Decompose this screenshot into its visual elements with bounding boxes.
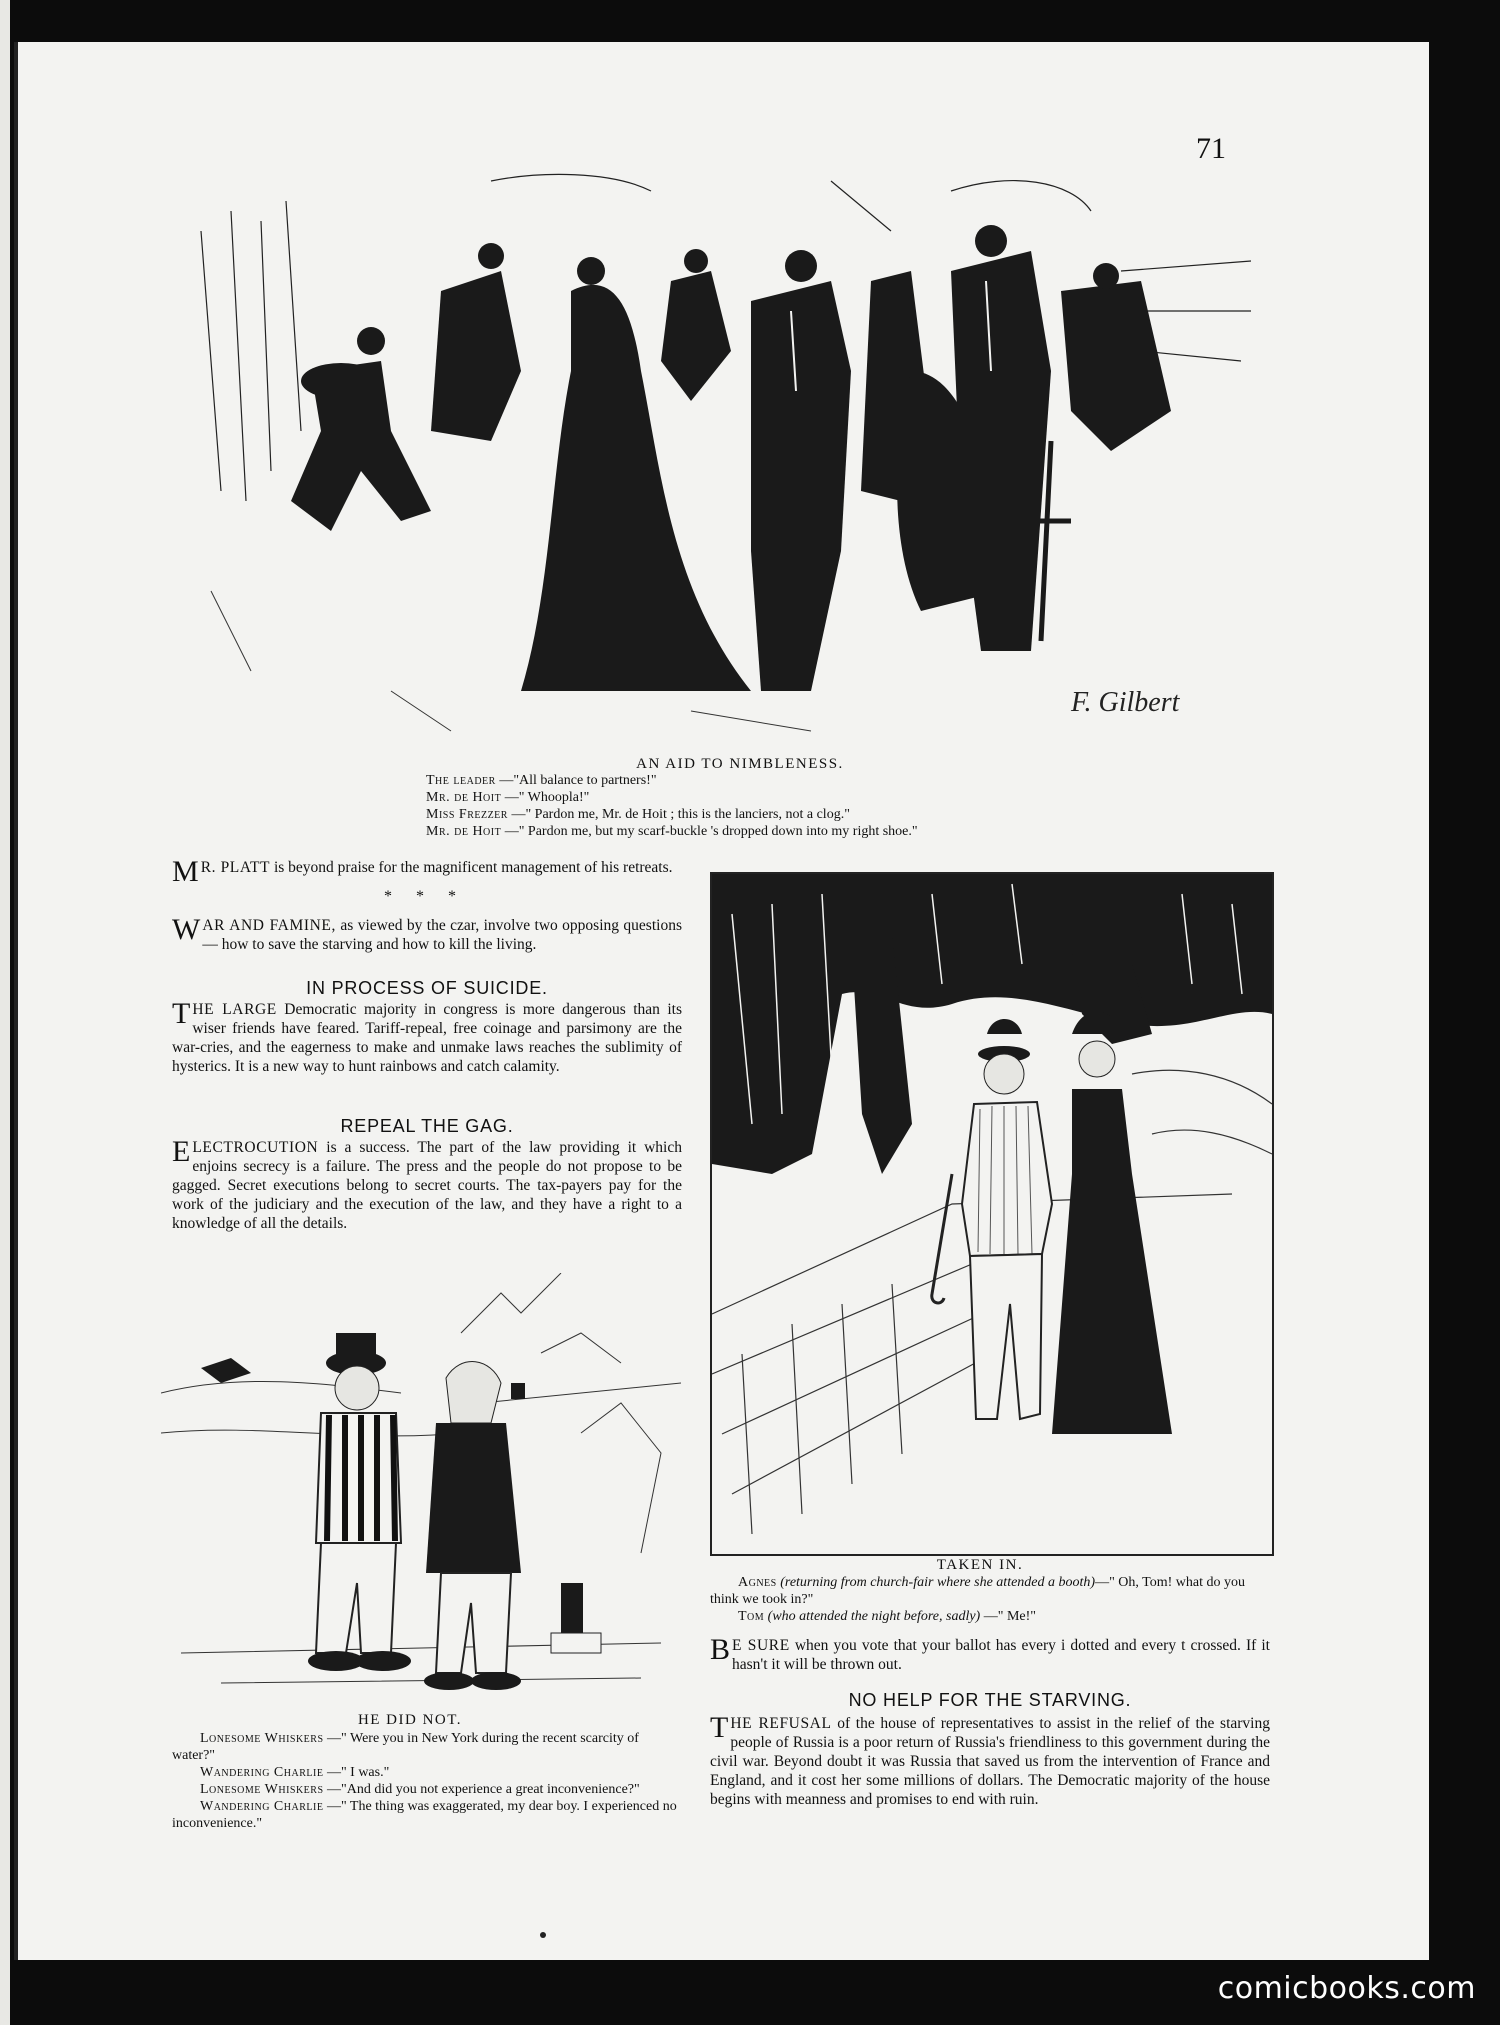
dialogue-text: —" Pardon me, but my scarf-buckle 's dropped down into my right shoe." [504,824,918,839]
dialogue-line [710,1574,1270,1608]
dialogue-line [172,1798,682,1832]
paragraph-text: Democratic majority in congress is more dangerous than its wiser friends have feared. Tariff-repeal, free coinage and parsimony are the war-cries, and the eagerness to make and unmake laws reaches the sublimity of hysterics. It is a new way to hunt rainbows and catch calamity. [172,1001,682,1075]
suicide-paragraph [172,997,682,1076]
section-separator: * * * [384,888,466,905]
dialogue-line [172,1764,682,1781]
dropcap: W [172,913,201,946]
lead-words: R. PLATT [200,859,271,876]
binding-gutter [0,0,10,2025]
dropcap: T [710,1711,729,1744]
dialogue-text: —"And did you not experience a great inconvenience?" [327,1782,640,1797]
dialogue-line [426,772,1146,789]
stage-direction: (returning from church-fair where she attended a booth) [780,1575,1096,1590]
paragraph-text: when you vote that your ballot has every i dotted and every t crossed. If it hasn't it will be thrown out. [732,1637,1270,1673]
stage-direction: (who attended the night before, sadly) [767,1609,981,1624]
paragraph-text: is a success. The part of the law providing it which enjoins secrecy is a failure. The press and the people do not propose to be gagged. Secret executions belong to secret courts. The tax-payers pay for the work of the judiciary and the execution of the law, and they have a right to a knowledge of all the details. [172,1139,682,1232]
site-watermark: comicbooks.com [1217,1971,1476,2006]
right-cartoon-dialogue [710,1574,1270,1625]
ornament-dot [540,1932,546,1938]
lead-words: LECTROCUTION [192,1139,319,1156]
dropcap: B [710,1633,731,1666]
ballot-paragraph [710,1633,1270,1674]
dialogue-line [172,1781,682,1798]
top-cartoon-dialogue [426,772,1146,840]
dropcap: M [172,855,199,888]
dialogue-text: —"All balance to partners!" [499,773,657,788]
gag-heading: REPEAL THE GAG. [340,1116,514,1136]
dialogue-line [426,789,1146,806]
left-cartoon-dialogue [172,1730,682,1832]
ballroom-illustration [190,170,1262,752]
dialogue-line [172,1730,682,1764]
tramps-illustration [160,1272,682,1709]
tramps-drawing [161,1273,681,1708]
speaker-name: Agnes [738,1575,777,1590]
speaker-name: The leader [426,773,496,788]
dropcap: T [172,997,191,1030]
dialogue-text: —" Pardon me, Mr. de Hoit ; this is the lanciers, not a clog." [511,807,850,822]
left-cartoon-title: HE DID NOT. [357,1712,463,1728]
speaker-name: Wandering Charlie [200,1799,324,1814]
ballroom-drawing [191,171,1261,751]
speaker-name: Lonesome Whiskers [200,1782,324,1797]
speaker-name: Mr. de Hoit [426,824,502,839]
dialogue-text: —" I was." [326,1765,390,1780]
speaker-name: Mr. de Hoit [426,790,502,805]
war-paragraph [172,913,682,954]
paragraph-text: is beyond praise for the magnificent management of his retreats. [270,859,673,876]
platt-paragraph [172,855,682,888]
starving-heading: NO HELP FOR THE STARVING. [848,1690,1132,1710]
paragraph-text: of the house of representatives to assist in the relief of the starving people of Russia is a poor return of Russia's friendliness to this government during the civil war. Beyond doubt it was Russia that saved us from the intervention of France and England, and it cost her some millions of dollars. The Democratic majority of the house begins with meanness and promises to end with ruin. [710,1715,1270,1808]
dialogue-text: —" Oh, Tom! what do you think we took in?" [710,1575,1245,1607]
dropcap: E [172,1135,191,1168]
top-cartoon-title: AN AID TO NIMBLENESS. [636,756,844,772]
suicide-heading: IN PROCESS OF SUICIDE. [306,978,548,998]
right-cartoon-title: TAKEN IN. [936,1557,1024,1573]
dialogue-line [426,806,1146,823]
dialogue-text: —" Whoopla!" [504,790,590,805]
dialogue-text: —" Were you in New York during the recent scarcity of water?" [172,1731,639,1763]
dialogue-text: —" Me!" [980,1609,1036,1624]
dialogue-text: —" The thing was exaggerated, my dear boy. I experienced no inconvenience." [172,1799,677,1831]
page-number: 71 [1196,132,1226,165]
gag-paragraph [172,1135,682,1233]
lead-words: HE LARGE [192,1001,277,1018]
speaker-name: Lonesome Whiskers [200,1731,324,1746]
starving-paragraph [710,1711,1270,1809]
couple-drawing [712,874,1272,1554]
paragraph-text: as viewed by the czar, involve two opposing questions — how to save the starving and how to kill the living. [202,917,682,953]
artist-signature: F. Gilbert [1071,687,1180,718]
lead-words: AR AND FAMINE, [202,917,336,934]
dialogue-line [426,823,1146,840]
couple-illustration [710,872,1274,1556]
speaker-name: Wandering Charlie [200,1765,324,1780]
dialogue-line [710,1608,1270,1625]
speaker-name: Tom [738,1609,765,1624]
speaker-name: Miss Frezzer [426,807,508,822]
lead-words: HE REFUSAL [730,1715,832,1732]
lead-words: E SURE [732,1637,790,1654]
